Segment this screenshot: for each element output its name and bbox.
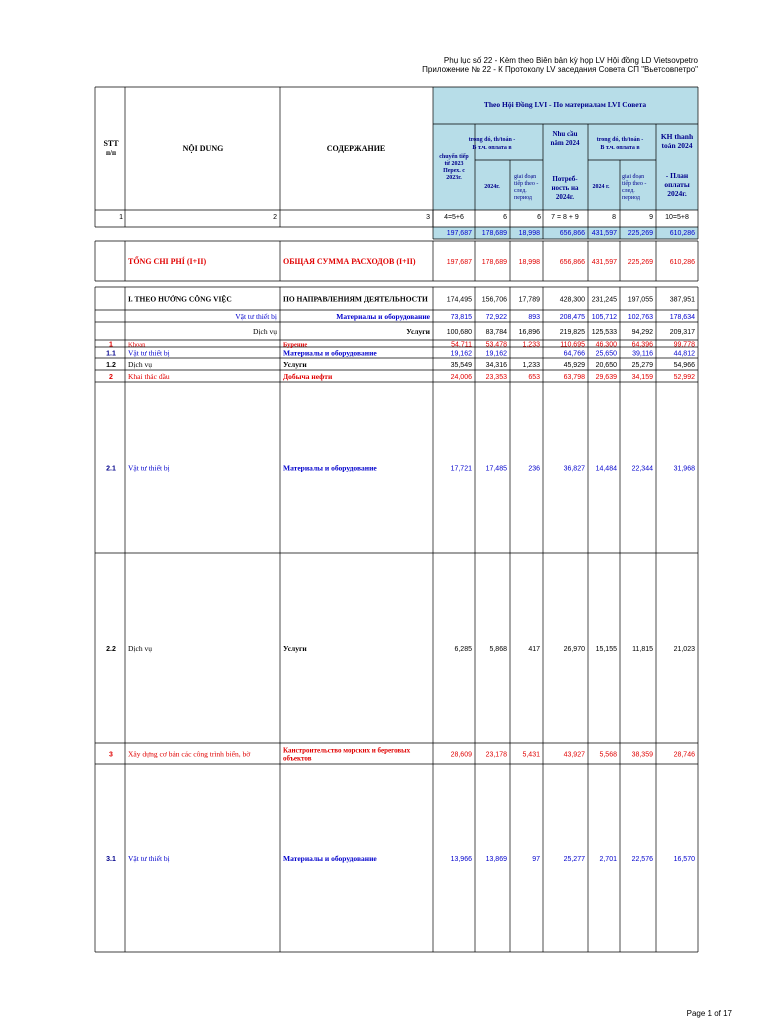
colnum-5: 6 — [503, 214, 507, 221]
value-cell: 893 — [528, 314, 540, 321]
row-label-ru: Материалы и оборудование — [336, 312, 430, 321]
total-label-vn: TỔNG CHI PHÍ (I+II) — [128, 257, 207, 266]
value-cell: 178,634 — [669, 314, 695, 321]
trong-do-b: В т.ч. оплата в — [472, 145, 512, 151]
value-cell: 209,317 — [669, 329, 695, 336]
value-cell: 17,721 — [450, 465, 472, 473]
colnum-4: 4=5+6 — [444, 214, 464, 221]
value-cell: 36,827 — [563, 465, 585, 473]
value-cell: 387,951 — [669, 296, 695, 304]
row-label-vn: Xây dựng cơ bản các công trình biển, bờ — [128, 749, 251, 759]
value-cell: 39,116 — [632, 350, 653, 358]
value-cell: 5,431 — [522, 751, 540, 759]
value-cell: 5,568 — [599, 751, 617, 759]
c6-d: период — [514, 195, 532, 201]
c4-b: từ 2023 — [444, 161, 464, 167]
row-label-vn: Vật tư thiết bị — [235, 312, 277, 321]
row-stt: 3 — [109, 751, 113, 759]
value-cell: 197,687 — [446, 259, 472, 266]
row-label-ru: Канстроительство морских и береговых — [283, 746, 411, 755]
value-cell: 23,178 — [485, 751, 507, 759]
value-cell: 431,597 — [591, 230, 617, 237]
trong-do-a: trong đó, th/toán - — [468, 137, 516, 143]
value-cell: 11,815 — [632, 646, 653, 653]
group-header: Theo Hội Đồng LVI - По материалам LVI Совета — [483, 100, 647, 109]
value-cell: 25,279 — [631, 362, 653, 369]
value-cell: 54,711 — [451, 341, 472, 349]
value-cell: 15,155 — [595, 646, 617, 653]
value-cell: 23,353 — [485, 374, 507, 381]
value-cell: 34,159 — [631, 374, 653, 381]
colnum-6: 6 — [537, 214, 541, 221]
nhu-cau-b: năm 2024 — [550, 139, 580, 147]
value-cell: 25,650 — [595, 350, 617, 358]
value-cell: 14,484 — [595, 465, 617, 473]
value-cell: 29,639 — [595, 374, 617, 381]
colnum-8: 8 — [612, 214, 616, 221]
value-cell: 31,968 — [673, 465, 695, 473]
value-cell: 54,966 — [673, 362, 695, 369]
value-cell: 28,746 — [673, 751, 695, 759]
row-stt: 2 — [109, 374, 113, 381]
kh-a: KH thanh — [660, 132, 694, 141]
c4-d: 2023г. — [446, 175, 462, 181]
value-cell: 19,162 — [450, 350, 472, 358]
value-cell: 94,292 — [631, 329, 653, 336]
row-label-ru: объектов — [283, 754, 312, 763]
value-cell: 1,233 — [522, 341, 540, 349]
nhu-cau-a: Nhu cầu — [552, 130, 578, 138]
row-label-ru: Услуги — [283, 644, 307, 653]
row-label-vn: I. THEO HƯỚNG CÔNG VIỆC — [128, 294, 232, 304]
c9-b: tiếp theo - — [622, 181, 647, 187]
value-cell: 102,763 — [627, 314, 653, 321]
c6-a: giai đoạn — [514, 174, 537, 180]
value-cell: 44,812 — [673, 350, 695, 358]
colnum-7: 7 = 8 + 9 — [551, 214, 579, 221]
value-cell: 197,687 — [446, 230, 472, 237]
row-label-vn: Dịch vụ — [128, 644, 152, 653]
value-cell: 18,998 — [518, 259, 540, 266]
row-label-ru: Услуги — [283, 360, 307, 369]
colnum-1: 1 — [119, 214, 123, 221]
col-stt-header: STT — [103, 139, 119, 148]
value-cell: 417 — [528, 646, 540, 653]
value-cell: 2,701 — [599, 856, 617, 863]
colnum-2: 2 — [273, 214, 277, 221]
page-number: Page 1 of 17 — [686, 1009, 732, 1018]
value-cell: 225,269 — [627, 230, 653, 237]
value-cell: 174,495 — [446, 296, 472, 304]
value-cell: 17,485 — [485, 465, 507, 473]
value-cell: 64,766 — [563, 350, 585, 358]
c4-c: Перех. с — [443, 168, 465, 174]
col-noidung-header: NỘI DUNG — [182, 144, 224, 153]
value-cell: 656,866 — [559, 259, 585, 266]
row-label-vn: Vật tư thiết bị — [128, 854, 170, 863]
value-cell: 656,866 — [559, 230, 585, 237]
row-label-vn: Khoan — [128, 341, 146, 349]
value-cell: 653 — [528, 374, 540, 381]
value-cell: 19,162 — [485, 350, 507, 358]
header-line-2: Приложение № 22 - К Протоколу LV заседания Совета СП "Вьетсовпетро" — [422, 65, 698, 74]
c9-c: след. — [622, 188, 635, 194]
value-cell: 16,570 — [673, 856, 695, 863]
value-cell: 428,300 — [559, 296, 585, 304]
value-cell: 156,706 — [481, 296, 507, 304]
c6-b: tiếp theo - — [514, 181, 539, 187]
c5: 2024г. — [484, 184, 500, 190]
value-cell: 25,277 — [563, 856, 585, 863]
row-label-vn: Khai thác dầu — [128, 372, 170, 381]
value-cell: 63,798 — [563, 374, 585, 381]
row-label-vn: Vật tư thiết bị — [128, 463, 170, 473]
row-stt: 3.1 — [106, 856, 116, 863]
row-label-ru: Услуги — [406, 327, 430, 336]
c8: 2024 г. — [592, 184, 610, 190]
value-cell: 83,784 — [485, 329, 507, 336]
value-cell: 13,966 — [450, 856, 472, 863]
c10-b: оплаты — [664, 180, 690, 189]
value-cell: 24,006 — [450, 374, 472, 381]
trong-do-a-2: trong đó, th/toán - — [596, 137, 644, 143]
col-stt-header-ru: п/п — [105, 149, 117, 157]
value-cell: 72,922 — [485, 314, 507, 321]
value-cell: 64,396 — [631, 341, 653, 349]
value-cell: 43,927 — [563, 751, 585, 759]
value-cell: 17,789 — [518, 296, 540, 304]
value-cell: 45,929 — [563, 362, 585, 369]
row-stt: 2.1 — [106, 465, 116, 473]
table-text — [106, 230, 695, 863]
c9-a: giai đoạn — [622, 174, 645, 180]
value-cell: 225,269 — [627, 259, 653, 266]
row-label-ru: Бурение — [283, 341, 308, 349]
row-stt: 1.1 — [106, 350, 116, 358]
value-cell: 13,869 — [485, 856, 507, 863]
value-cell: 26,970 — [563, 646, 585, 653]
row-label-ru: ПО НАПРАВЛЕНИЯМ ДЕЯТЕЛЬНОСТИ — [283, 294, 428, 304]
c7-c: 2024г. — [555, 193, 575, 201]
value-cell: 46,300 — [595, 341, 617, 349]
total-label-ru: ОБЩАЯ СУММА РАСХОДОВ (I+II) — [283, 257, 416, 266]
c7-a: Потреб- — [552, 175, 578, 183]
col-soderzhanie-header: СОДЕРЖАНИЕ — [326, 144, 386, 153]
value-cell: 22,344 — [631, 465, 653, 473]
value-cell: 34,316 — [485, 362, 507, 369]
value-cell: 21,023 — [673, 646, 695, 653]
value-cell: 16,896 — [518, 329, 540, 336]
value-cell: 28,609 — [450, 751, 472, 759]
colnum-9: 9 — [649, 214, 653, 221]
c10-c: 2024г. — [667, 189, 687, 198]
row-label-ru: Добыча нефти — [283, 372, 333, 381]
value-cell: 178,689 — [481, 259, 507, 266]
row-stt: 1.2 — [106, 362, 116, 369]
value-cell: 1,233 — [522, 362, 540, 369]
row-stt: 1 — [109, 341, 113, 349]
value-cell: 610,286 — [669, 259, 695, 266]
value-cell: 197,055 — [627, 296, 653, 304]
row-stt: 2.2 — [106, 646, 116, 653]
colnum-3: 3 — [426, 214, 430, 221]
value-cell: 73,815 — [450, 314, 472, 321]
value-cell: 105,712 — [591, 314, 617, 321]
value-cell: 236 — [528, 465, 540, 473]
row-label-ru: Материалы и оборудование — [283, 463, 377, 473]
c4-a: chuyển tiếp — [439, 154, 469, 160]
value-cell: 97 — [532, 856, 540, 863]
value-cell: 431,597 — [591, 259, 617, 266]
row-label-vn: Dịch vụ — [253, 327, 277, 336]
kh-b: toán 2024 — [661, 141, 693, 150]
c7-b: ность на — [551, 184, 579, 192]
value-cell: 231,245 — [591, 296, 617, 304]
value-cell: 20,650 — [595, 362, 617, 369]
trong-do-b-2: В т.ч. оплата в — [600, 145, 640, 151]
value-cell: 219,825 — [559, 329, 585, 336]
table-grid — [95, 87, 698, 952]
value-cell: 125,533 — [591, 329, 617, 336]
c10-a: - План — [665, 171, 689, 180]
value-cell: 110,695 — [560, 341, 585, 349]
header-line-1: Phụ lục số 22 - Kèm theo Biên bản kỳ họp LV Hội đồng LD Vietsovpetro — [443, 56, 698, 65]
value-cell: 22,576 — [631, 856, 653, 863]
value-cell: 610,286 — [669, 230, 695, 237]
value-cell: 35,549 — [450, 362, 472, 369]
value-cell: 5,868 — [489, 646, 507, 653]
value-cell: 52,992 — [673, 374, 695, 381]
value-cell: 100,680 — [446, 329, 472, 336]
value-cell: 6,285 — [454, 646, 472, 653]
value-cell: 38,359 — [631, 751, 653, 759]
row-label-ru: Материалы и оборудование — [283, 854, 377, 863]
value-cell: 53,478 — [485, 341, 507, 349]
colnum-10: 10=5+8 — [665, 214, 689, 221]
row-label-vn: Dịch vụ — [128, 360, 152, 369]
value-cell: 18,998 — [518, 230, 540, 237]
value-cell: 99,778 — [673, 341, 695, 349]
row-label-vn: Vật tư thiết bị — [128, 348, 170, 358]
value-cell: 178,689 — [481, 230, 507, 237]
row-label-ru: Материалы и оборудование — [283, 348, 377, 358]
c6-c: след. — [514, 188, 527, 194]
c9-d: период — [622, 195, 640, 201]
value-cell: 208,475 — [559, 314, 585, 321]
